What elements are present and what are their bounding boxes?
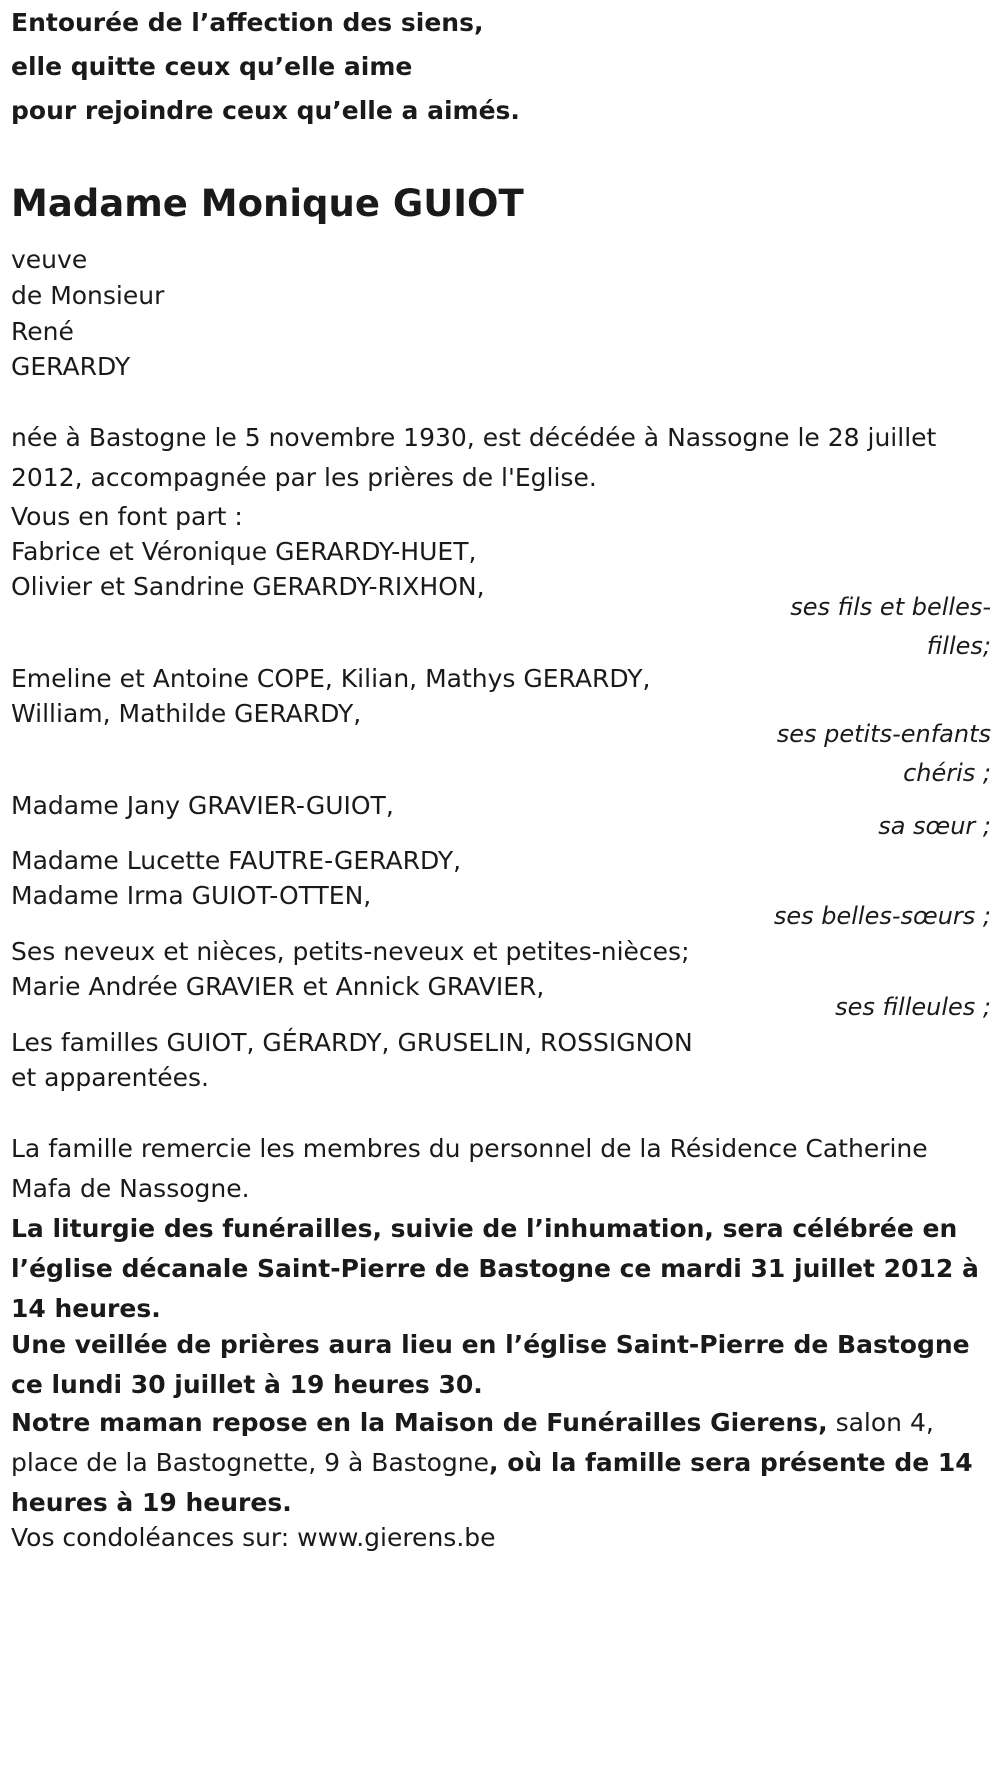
relation-label: ses petits-enfants chéris ; [776, 720, 991, 787]
family-member-line: Fabrice et Véronique GERARDY-HUET, [11, 537, 477, 566]
relation-label: ses belles-sœurs ; [773, 902, 991, 930]
rest-paragraph [11, 1403, 991, 1523]
widow-line: de Monsieur [11, 281, 165, 310]
widow-line: veuve [11, 245, 88, 274]
family-member-line: William, Mathilde GERARDY, [11, 699, 362, 728]
condolences-line: Vos condoléances sur: www.gierens.be [11, 1523, 496, 1552]
announcement-intro: Vous en font part : [11, 502, 243, 531]
rest-bold-start: Notre maman repose en la Maison de Funérailles Gierens, [11, 1408, 828, 1437]
rest-address: salon 4, place de la Bastognette, 9 à Bastogne [11, 1408, 934, 1477]
relation-label: ses fils et belles-filles; [790, 593, 991, 660]
family-member-line: Madame Irma GUIOT-OTTEN, [11, 881, 372, 910]
vigil-paragraph: Une veillée de prières aura lieu en l’église Saint-Pierre de Bastogne ce lundi 30 juillet à 19 heures 30. [11, 1330, 970, 1399]
relation-label: sa sœur ; [878, 812, 991, 840]
family-member-line: Olivier et Sandrine GERARDY-RIXHON, [11, 572, 485, 601]
relation-label: ses filleules ; [835, 993, 991, 1021]
family-member-line: Ses neveux et nièces, petits-neveux et petites-nièces; [11, 937, 690, 966]
family-member-line: Marie Andrée GRAVIER et Annick GRAVIER, [11, 972, 545, 1001]
rest-bold-end: , où la famille sera présente de 14 heures à 19 heures. [11, 1448, 973, 1517]
family-member-line: Emeline et Antoine COPE, Kilian, Mathys GERARDY, [11, 664, 651, 693]
deceased-name: Madame Monique GUIOT [11, 182, 524, 225]
families-line: Les familles GUIOT, GÉRARDY, GRUSELIN, ROSSIGNON [11, 1028, 693, 1057]
widow-line: GERARDY [11, 352, 131, 381]
epigraph-line: Entourée de l’affection des siens, [11, 8, 484, 37]
families-line: et apparentées. [11, 1063, 209, 1092]
family-member-line: Madame Jany GRAVIER-GUIOT, [11, 791, 394, 820]
funeral-paragraph: La liturgie des funérailles, suivie de l’inhumation, sera célébrée en l’église décanale Saint-Pierre de Bastogne ce mardi 31 juillet 2012 à 14 heures. [11, 1214, 979, 1323]
epigraph-line: pour rejoindre ceux qu’elle a aimés. [11, 96, 520, 125]
widow-line: René [11, 317, 74, 346]
family-member-line: Madame Lucette FAUTRE-GERARDY, [11, 846, 462, 875]
epigraph-line: elle quitte ceux qu’elle aime [11, 52, 413, 81]
birth-death-paragraph: née à Bastogne le 5 novembre 1930, est décédée à Nassogne le 28 juillet 2012, accompagnée par les prières de l'Eglise. [11, 423, 937, 492]
thanks-paragraph: La famille remercie les membres du personnel de la Résidence Catherine Mafa de Nassogne. [11, 1134, 928, 1203]
